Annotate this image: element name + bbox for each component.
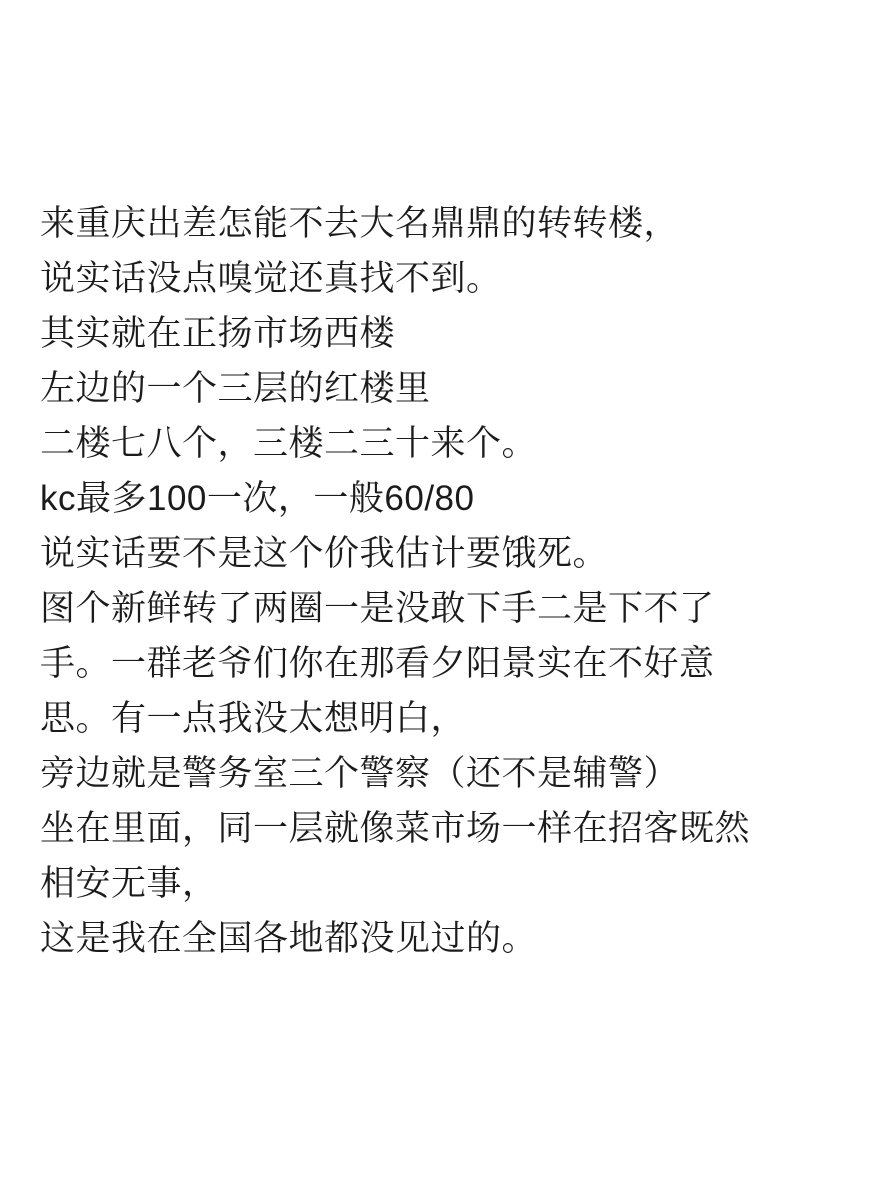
text-line: kc最多100一次，一般60/80 <box>40 479 475 518</box>
text-line: 手。一群老爷们你在那看夕阳景实在不好意 <box>40 644 715 683</box>
text-line: 图个新鲜转了两圈一是没敢下手二是下不了 <box>40 589 715 628</box>
post-text-block <box>40 196 840 966</box>
text-line: 来重庆出差怎能不去大名鼎鼎的转转楼， <box>40 204 680 243</box>
text-line: 坐在里面，同一层就像菜市场一样在招客既然 <box>40 809 751 848</box>
text-line: 相安无事， <box>40 864 218 903</box>
text-line: 左边的一个三层的红楼里 <box>40 369 431 408</box>
text-line: 思。有一点我没太想明白， <box>40 699 467 738</box>
text-line: 说实话没点嗅觉还真找不到。 <box>40 259 502 298</box>
text-line: 说实话要不是这个价我估计要饿死。 <box>40 534 609 573</box>
text-line: 旁边就是警务室三个警察（还不是辅警） <box>40 754 680 793</box>
text-line: 二楼七八个，三楼二三十来个。 <box>40 424 538 463</box>
text-line: 其实就在正扬市场西楼 <box>40 314 396 353</box>
text-line: 这是我在全国各地都没见过的。 <box>40 919 538 958</box>
